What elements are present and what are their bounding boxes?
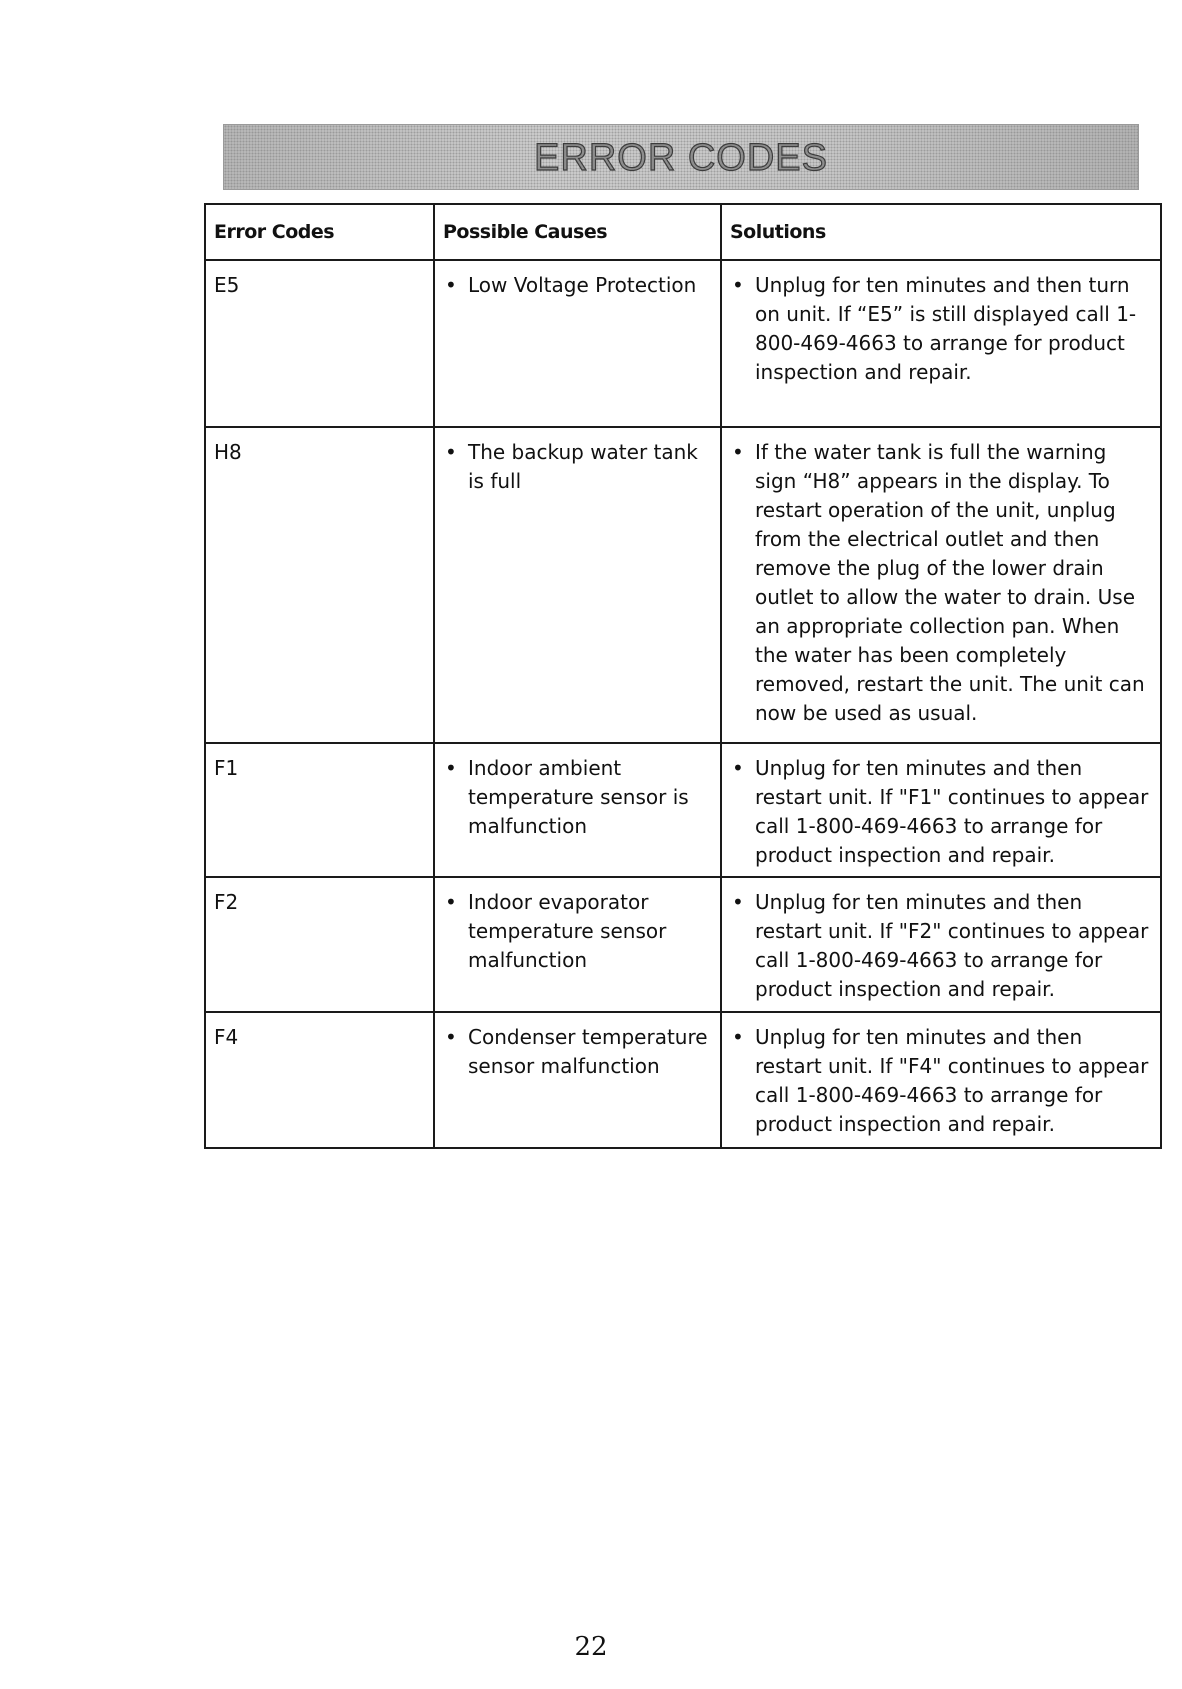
error-codes-banner: [223, 124, 1139, 190]
solution-text: • Unplug for ten minutes and then turn on unit. If “E5” is still displayed call 1-800-469-4663 to arrange for product inspection and repair.: [730, 271, 1152, 387]
column-header-solutions: Solutions: [721, 204, 1161, 260]
table-row: [205, 427, 1161, 743]
table-row: [205, 260, 1161, 427]
table-header-row: [205, 204, 1161, 260]
solution-text: • Unplug for ten minutes and then restart unit. If "F1" continues to appear call 1-800-469-4663 to arrange for product inspection and repair.: [730, 754, 1152, 870]
cause-cell: [434, 1012, 721, 1148]
cause-cell: [434, 260, 721, 427]
table-row: [205, 877, 1161, 1012]
page-title: ERROR CODES: [534, 137, 828, 179]
cause-cell: [434, 427, 721, 743]
error-code-cell: F1: [205, 743, 434, 877]
cause-cell: [434, 877, 721, 1012]
solution-cell: [721, 1012, 1161, 1148]
table-row: [205, 743, 1161, 877]
error-code-cell: E5: [205, 260, 434, 427]
cause-text: • Indoor ambient temperature sensor is malfunction: [443, 754, 712, 841]
solution-text: • Unplug for ten minutes and then restart unit. If "F4" continues to appear call 1-800-469-4663 to arrange for product inspection and repair.: [730, 1023, 1152, 1139]
cause-text: • Condenser temperature sensor malfunction: [443, 1023, 712, 1081]
page-number: 22: [574, 1632, 608, 1662]
solution-cell: [721, 260, 1161, 427]
error-codes-table: [204, 203, 1162, 1149]
column-header-possible-causes: Possible Causes: [434, 204, 721, 260]
cause-text: • The backup water tank is full: [443, 438, 712, 496]
column-header-error-codes: Error Codes: [205, 204, 434, 260]
error-code-cell: H8: [205, 427, 434, 743]
error-code-cell: F2: [205, 877, 434, 1012]
solution-cell: [721, 877, 1161, 1012]
table-row: [205, 1012, 1161, 1148]
cause-text: • Indoor evaporator temperature sensor malfunction: [443, 888, 712, 975]
error-code-cell: F4: [205, 1012, 434, 1148]
solution-cell: [721, 427, 1161, 743]
solution-text: • Unplug for ten minutes and then restart unit. If "F2" continues to appear call 1-800-469-4663 to arrange for product inspection and repair.: [730, 888, 1152, 1004]
cause-text: • Low Voltage Protection: [443, 271, 712, 300]
solution-text: • If the water tank is full the warning sign “H8” appears in the display. To restart operation of the unit, unplug from the electrical outlet and then remove the plug of the lower drain outlet to allow the water to drain. Use an appropriate collection pan. When the water has been completely removed, restart the unit. The unit can now be used as usual.: [730, 438, 1152, 728]
solution-cell: [721, 743, 1161, 877]
cause-cell: [434, 743, 721, 877]
